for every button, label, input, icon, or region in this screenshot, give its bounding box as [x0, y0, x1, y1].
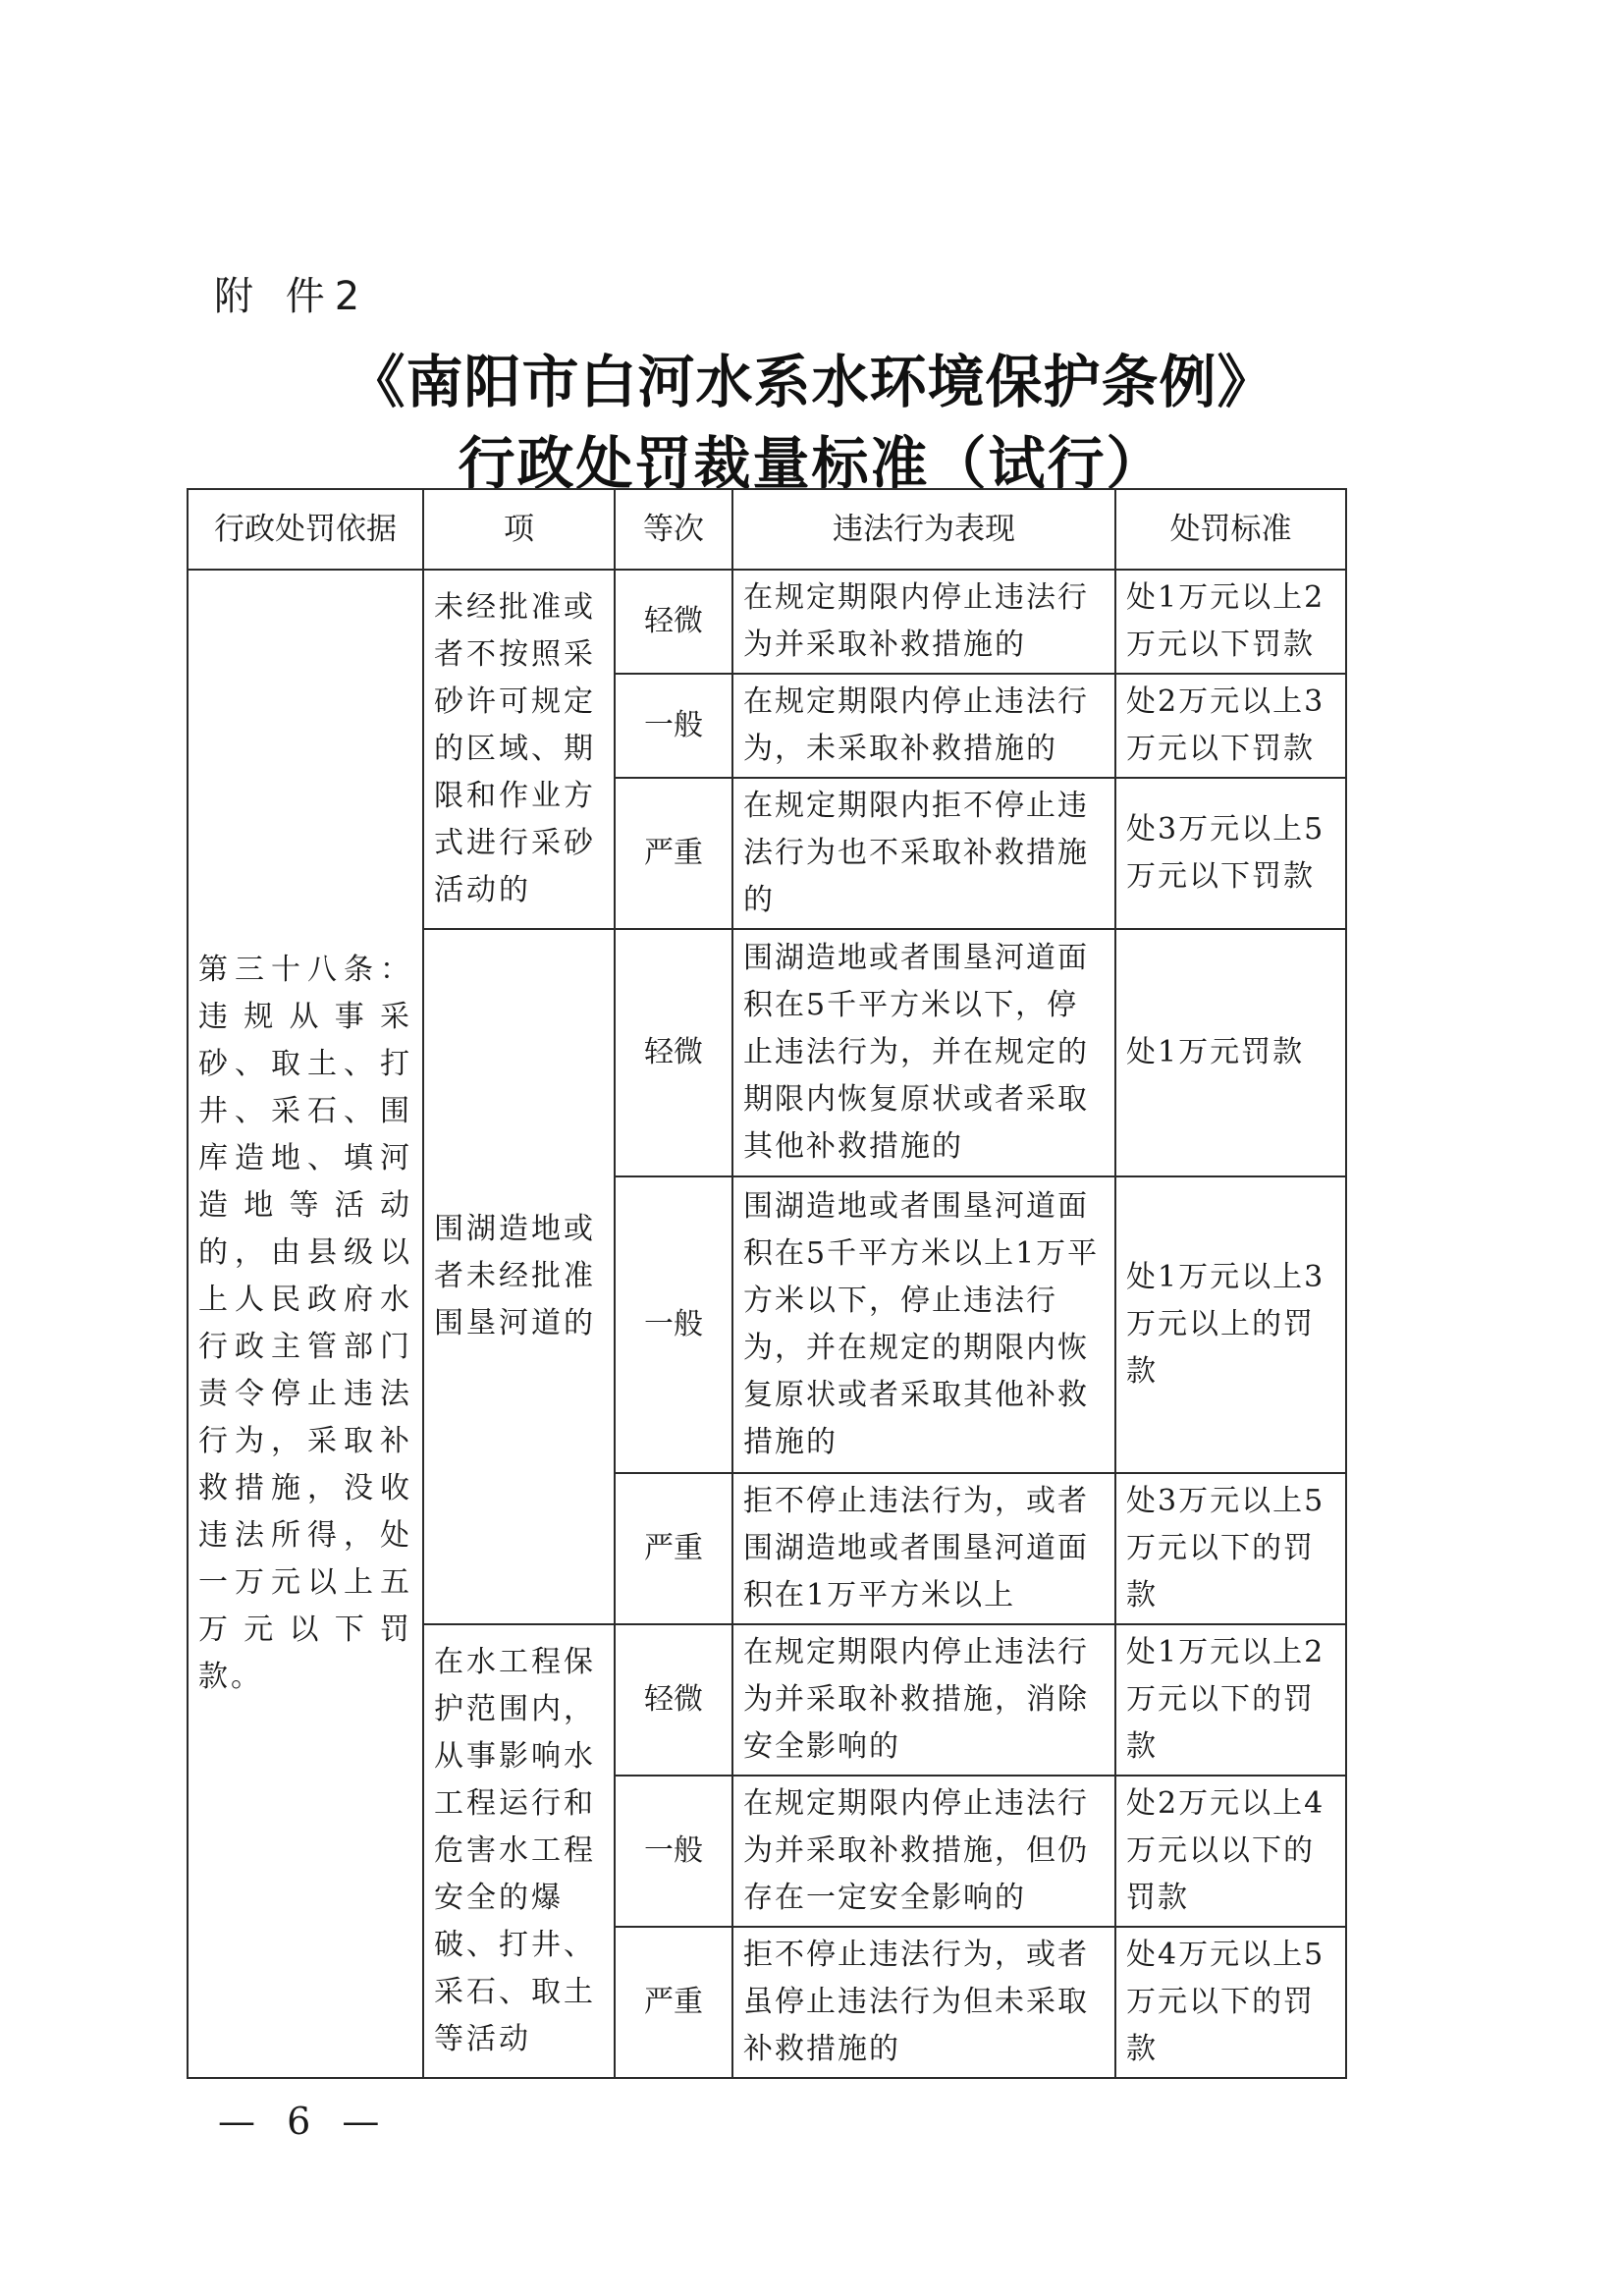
- penalty-cell: 处1万元以上2万元以下罚款: [1115, 570, 1346, 674]
- penalty-cell: 处3万元以上5万元以下罚款: [1115, 778, 1346, 929]
- penalty-cell: 处1万元罚款: [1115, 929, 1346, 1176]
- penalty-standard-table: [187, 488, 1347, 2079]
- behavior-cell: 拒不停止违法行为，或者围湖造地或者围垦河道面积在1万平方米以上: [732, 1473, 1115, 1624]
- table-header-row: [188, 489, 1346, 570]
- behavior-cell: 围湖造地或者围垦河道面积在5千平方米以上1万平方米以下，停止违法行为，并在规定的期限内恢复原状或者采取其他补救措施的: [732, 1176, 1115, 1473]
- behavior-cell: 在规定期限内停止违法行为并采取补救措施，消除安全影响的: [732, 1624, 1115, 1776]
- header-item: 项: [423, 489, 615, 570]
- document-title-line1: 《南阳市白河水系水环境保护条例》: [348, 349, 1275, 415]
- header-basis: 行政处罚依据: [188, 489, 423, 570]
- level-cell: 严重: [615, 1927, 732, 2078]
- attachment-label: 附 件2: [214, 274, 370, 319]
- penalty-cell: 处1万元以上3万元以上的罚款: [1115, 1176, 1346, 1473]
- document-title-line2: 行政处罚裁量标准（试行）: [458, 430, 1165, 497]
- level-cell: 一般: [615, 1176, 732, 1473]
- level-cell: 严重: [615, 778, 732, 929]
- level-cell: 一般: [615, 674, 732, 778]
- item-cell: 在水工程保护范围内，从事影响水工程运行和危害水工程安全的爆破、打井、采石、取土等活动: [423, 1624, 615, 2078]
- header-behavior: 违法行为表现: [732, 489, 1115, 570]
- page-number: — 6 —: [218, 2100, 390, 2143]
- level-cell: 轻微: [615, 1624, 732, 1776]
- behavior-cell: 在规定期限内停止违法行为，未采取补救措施的: [732, 674, 1115, 778]
- behavior-cell: 拒不停止违法行为，或者虽停止违法行为但未采取补救措施的: [732, 1927, 1115, 2078]
- level-cell: 一般: [615, 1776, 732, 1927]
- penalty-basis-text: 第三十八条：违规从事采砂、取土、打井、采石、围库造地、填河造地等活动的，由县级以上人民政府水行政主管部门责令停止违法行为，采取补救措施，没收违法所得，处一万元以上五万元以下罚款。: [198, 953, 412, 1694]
- table-row: [188, 570, 1346, 674]
- penalty-cell: 处3万元以上5万元以下的罚款: [1115, 1473, 1346, 1624]
- penalty-cell: 处4万元以上5万元以下的罚款: [1115, 1927, 1346, 2078]
- item-cell: 围湖造地或者未经批准围垦河道的: [423, 929, 615, 1624]
- header-level: 等次: [615, 489, 732, 570]
- penalty-basis-cell: [188, 570, 423, 2078]
- penalty-cell: 处2万元以上4万元以以下的罚款: [1115, 1776, 1346, 1927]
- level-cell: 轻微: [615, 570, 732, 674]
- header-penalty: 处罚标准: [1115, 489, 1346, 570]
- item-cell: 未经批准或者不按照采砂许可规定的区域、期限和作业方式进行采砂活动的: [423, 570, 615, 929]
- level-cell: 严重: [615, 1473, 732, 1624]
- penalty-cell: 处1万元以上2万元以下的罚款: [1115, 1624, 1346, 1776]
- level-cell: 轻微: [615, 929, 732, 1176]
- behavior-cell: 在规定期限内停止违法行为并采取补救措施的: [732, 570, 1115, 674]
- behavior-cell: 在规定期限内拒不停止违法行为也不采取补救措施的: [732, 778, 1115, 929]
- behavior-cell: 围湖造地或者围垦河道面积在5千平方米以下，停止违法行为，并在规定的期限内恢复原状或者采取其他补救措施的: [732, 929, 1115, 1176]
- penalty-cell: 处2万元以上3万元以下罚款: [1115, 674, 1346, 778]
- behavior-cell: 在规定期限内停止违法行为并采取补救措施，但仍存在一定安全影响的: [732, 1776, 1115, 1927]
